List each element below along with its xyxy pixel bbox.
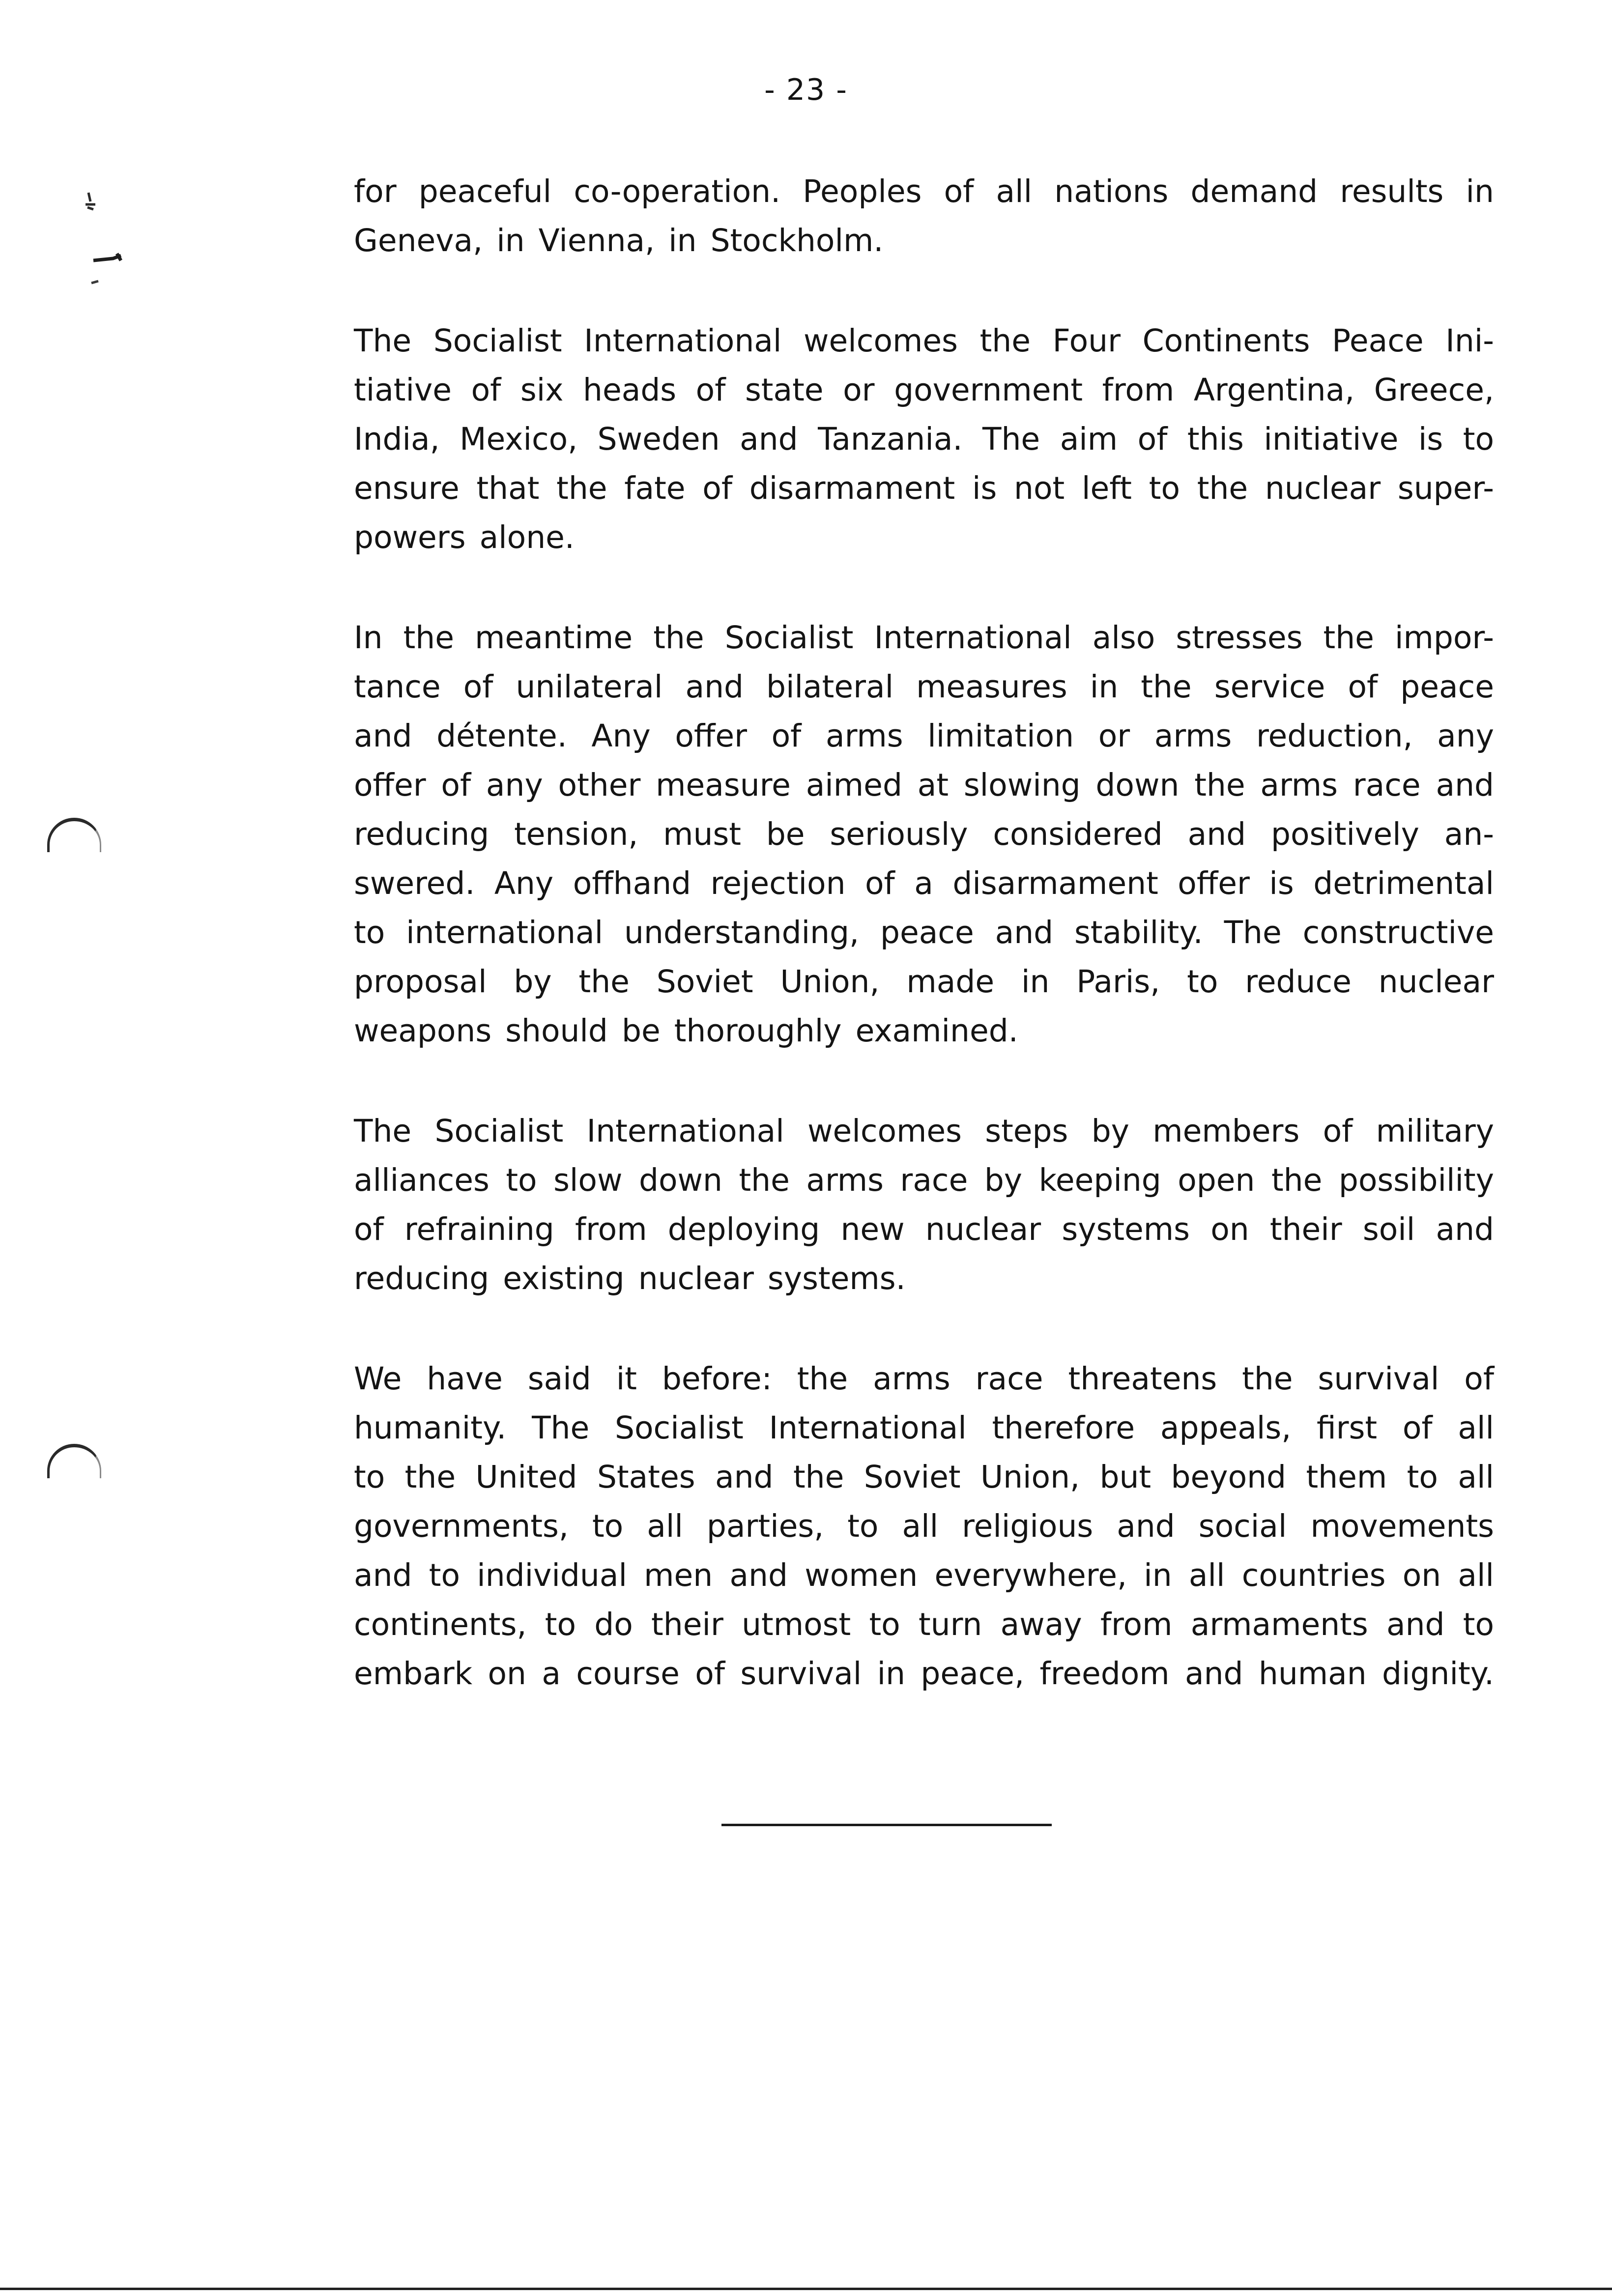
- text-line: The Socialist International welcomes the Four Continents Peace Ini-: [354, 323, 1494, 359]
- text-line: to the United States and the Soviet Union, but beyond them to all: [354, 1459, 1494, 1495]
- text-line: reducing tension, must be seriously considered and positively an-: [354, 816, 1494, 852]
- text-line: proposal by the Soviet Union, made in Paris, to reduce nuclear: [354, 964, 1494, 1000]
- paragraph-military-alliances: [354, 1107, 1494, 1303]
- text-line: India, Mexico, Sweden and Tanzania. The aim of this initiative is to: [354, 421, 1494, 457]
- paragraph-unilateral-measures: [354, 613, 1494, 1056]
- margin-scribble-marks: [79, 187, 133, 295]
- text-line: tiative of six heads of state or government from Argentina, Greece,: [354, 372, 1494, 408]
- punch-hole-mark: [47, 1444, 101, 1478]
- text-line: alliances to slow down the arms race by keeping open the possibility: [354, 1162, 1494, 1198]
- text-line: continents, to do their utmost to turn away from armaments and to: [354, 1607, 1494, 1642]
- text-line: and détente. Any offer of arms limitation or arms reduction, any: [354, 718, 1494, 754]
- page-number: - 23 -: [764, 73, 848, 107]
- text-line: tance of unilateral and bilateral measures in the service of peace: [354, 669, 1494, 705]
- text-line: humanity. The Socialist International therefore appeals, first of all: [354, 1410, 1494, 1446]
- text-line: weapons should be thoroughly examined.: [354, 1013, 1018, 1049]
- paragraph-survival-appeal: [354, 1354, 1494, 1698]
- text-line: We have said it before: the arms race threatens the survival of: [354, 1361, 1494, 1397]
- text-line: swered. Any offhand rejection of a disarmament offer is detrimental: [354, 865, 1494, 901]
- text-line: The Socialist International welcomes steps by members of military: [354, 1113, 1494, 1149]
- text-line: offer of any other measure aimed at slowing down the arms race and: [354, 767, 1494, 803]
- text-line: governments, to all parties, to all religious and social movements: [354, 1508, 1494, 1544]
- text-line: for peaceful co-operation. Peoples of all nations demand results in: [354, 173, 1494, 209]
- paragraph-peaceful-cooperation: [354, 167, 1494, 265]
- closing-divider-rule: [721, 1824, 1052, 1826]
- text-line: reducing existing nuclear systems.: [354, 1261, 906, 1296]
- text-line: In the meantime the Socialist International also stresses the impor-: [354, 620, 1494, 656]
- text-line: of refraining from deploying new nuclear systems on their soil and: [354, 1211, 1494, 1247]
- text-line: and to individual men and women everywhere, in all countries on all: [354, 1557, 1494, 1593]
- punch-hole-mark: [47, 818, 101, 852]
- page-bottom-edge: [0, 2288, 1612, 2290]
- text-line: embark on a course of survival in peace, freedom and human dignity.: [354, 1656, 1494, 1692]
- text-line: powers alone.: [354, 519, 575, 555]
- text-line: to international understanding, peace and stability. The constructive: [354, 915, 1494, 950]
- paragraph-four-continents-initiative: [354, 316, 1494, 562]
- text-line: ensure that the fate of disarmament is not left to the nuclear super-: [354, 470, 1494, 506]
- text-line: Geneva, in Vienna, in Stockholm.: [354, 223, 884, 258]
